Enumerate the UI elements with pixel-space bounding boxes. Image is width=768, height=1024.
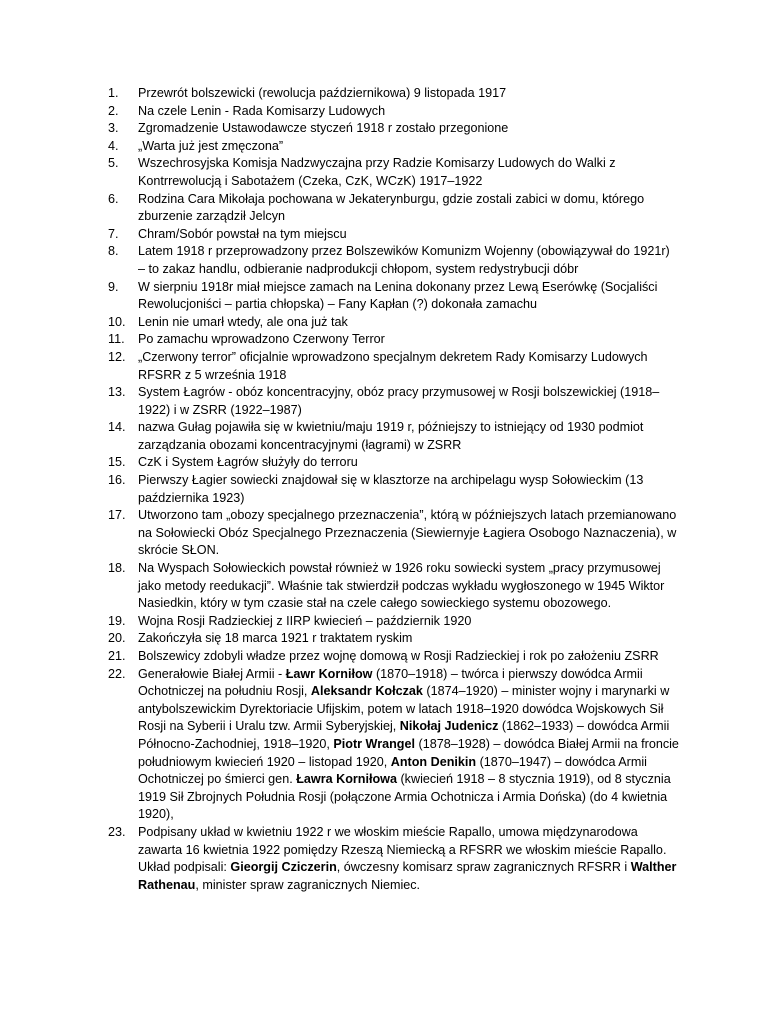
list-item xyxy=(108,120,680,138)
list-item-number: 11. xyxy=(108,332,125,347)
list-item-number: 6. xyxy=(108,191,119,206)
text-run: Lenin nie umarł wtedy, ale ona już tak xyxy=(138,314,348,329)
list-item-number: 7. xyxy=(108,226,119,241)
text-run: (1878–1928) – dowódca Białej Armii na froncie południowym kwiecień 1920 – listopad 1920, xyxy=(138,736,679,769)
list-item-number: 12. xyxy=(108,349,126,364)
text-run: Na czele Lenin - Rada Komisarzy Ludowych xyxy=(138,103,386,118)
list-item-text xyxy=(138,227,347,241)
text-run: Przewrót bolszewicki (rewolucja październikowa) 9 listopada 1917 xyxy=(138,86,507,100)
list-item xyxy=(108,630,680,648)
list-item-text xyxy=(138,315,348,329)
text-run: Po zamachu wprowadzono Czerwony Terror xyxy=(138,332,385,347)
text-run: , minister spraw zagranicznych Niemiec. xyxy=(195,877,421,892)
list-item-number: 22. xyxy=(108,666,126,681)
text-run: Zakończyła się 18 marca 1921 r traktatem ryskim xyxy=(138,631,413,646)
text-run: Chram/Sobór powstał na tym miejscu xyxy=(138,226,347,241)
list-item-number: 8. xyxy=(108,244,119,259)
text-run: Na Wyspach Sołowieckich powstał również w 1926 roku sowiecki system „pracy przymusowej jako metody reedukacji”. Właśnie tak stwierdził podczas wykładu wygłoszonego w 1945 Wiktor Nasiedkin, który w tym czasie stał na czele całego sowieckiego systemu obozowego. xyxy=(138,561,665,611)
list-item-text xyxy=(138,156,616,188)
text-run: Bolszewicy zdobyli władze przez wojnę domową w Rosji Radzieckiej i rok po założeniu ZSRR xyxy=(138,649,659,663)
bold-name: Ławr Korniłow xyxy=(285,666,373,681)
text-run: (1870–1918) – twórca i pierwszy dowódca Armii Ochotniczej na południu Rosji, xyxy=(138,666,643,699)
list-item xyxy=(108,419,680,454)
list-item-number: 5. xyxy=(108,156,119,171)
list-item xyxy=(108,226,680,244)
list-item-text xyxy=(138,420,643,452)
bold-name: Nikołaj Judenicz xyxy=(399,719,499,734)
list-item xyxy=(108,613,680,631)
list-item-text xyxy=(138,350,648,382)
list-item-text xyxy=(138,561,664,610)
list-item-number: 9. xyxy=(108,279,119,294)
list-item-text xyxy=(138,121,508,135)
list-item xyxy=(108,349,680,384)
list-item-text xyxy=(138,614,471,628)
text-run: CzK i System Łagrów służyły do terroru xyxy=(138,455,358,470)
text-run: (kwiecień 1918 – 8 stycznia 1919), od 8 stycznia 1919 Sił Zbrojnych Południa Rosji (połączone Armia Ochotnicza i Armia Dońska) (do 4 kwietnia 1920), xyxy=(138,772,671,822)
text-run: Pierwszy Łagier sowiecki znajdował się w klasztorze na archipelagu wysp Sołowieckim (13 października 1923) xyxy=(138,473,644,505)
bold-name: Walther Rathenau xyxy=(138,860,677,892)
list-item-text xyxy=(138,244,670,276)
list-item-number: 19. xyxy=(108,613,126,628)
bold-name: Piotr Wrangel xyxy=(333,736,415,751)
numbered-list xyxy=(108,85,680,894)
list-item-number: 4. xyxy=(108,138,119,153)
list-item-number: 14. xyxy=(108,420,126,435)
text-run: Latem 1918 r przeprowadzony przez Bolszewików Komunizm Wojenny (obowiązywał do 1921r) – to zakaz handlu, odbieranie nadprodukcji chłopom, system redystrybucji dóbr xyxy=(138,244,670,276)
list-item-text xyxy=(138,332,385,346)
list-item xyxy=(108,824,680,894)
text-run: (1870–1947) – dowódca Armii Ochotniczej po śmierci gen. xyxy=(138,754,647,787)
list-item-number: 1. xyxy=(108,86,119,100)
list-item xyxy=(108,472,680,507)
bold-name: Gieorgij Cziczerin xyxy=(230,860,337,875)
list-item-number: 16. xyxy=(108,473,126,488)
list-item xyxy=(108,314,680,332)
list-item xyxy=(108,384,680,419)
list-item xyxy=(108,243,680,278)
text-run: nazwa Gułag pojawiła się w kwietniu/maju 1919 r, późniejszy to istniejący od 1930 podmiot zarządzania obozami koncentracyjnymi (łagrami) w ZSRR xyxy=(138,420,644,452)
list-item xyxy=(108,155,680,190)
list-item xyxy=(108,666,680,824)
text-run: (1862–1933) – dowódca Armii Północno-Zachodniej, 1918–1920, xyxy=(138,719,670,751)
text-run: , ówczesny komisarz spraw zagranicznych RFSRR i xyxy=(336,860,631,875)
text-run: (1874–1920) – minister wojny i marynarki w antybolszewickim Dyrektoriacie Ufijskim, potem w latach 1918–1920 dowódca Wojskowych Sił Rosji na Syberii i Uralu tzw. Armii Syberyjskiej, xyxy=(138,684,670,734)
list-item xyxy=(108,507,680,560)
text-run: Utworzono tam „obozy specjalnego przeznaczenia”, którą w późniejszych latach przemianowano na Sołowiecki Obóz Specjalnego Przeznaczenia (Siewiernyje Łagiera Osobogo Naznaczenia), w skrócie SŁON. xyxy=(138,508,677,558)
text-run: Rodzina Cara Mikołaja pochowana w Jekaterynburgu, gdzie zostali zabici w domu, którego zburzenie zarządził Jelcyn xyxy=(138,191,645,224)
list-item-text xyxy=(138,667,679,822)
list-item xyxy=(108,331,680,349)
list-item-number: 2. xyxy=(108,103,119,118)
bold-name: Ławra Korniłowa xyxy=(296,772,397,787)
list-item-text xyxy=(138,385,659,417)
list-item-number: 18. xyxy=(108,561,126,576)
list-item-number: 20. xyxy=(108,631,126,646)
bold-name: Aleksandr Kołczak xyxy=(310,684,423,699)
list-item-text xyxy=(138,104,385,118)
list-item-number: 3. xyxy=(108,121,119,136)
list-item xyxy=(108,85,680,103)
list-item-number: 13. xyxy=(108,385,126,400)
list-item-number: 21. xyxy=(108,649,126,663)
text-run: Wojna Rosji Radzieckiej z IIRP kwiecień – październik 1920 xyxy=(138,613,472,628)
list-item-text xyxy=(138,86,506,100)
list-item-text xyxy=(138,192,644,224)
list-item xyxy=(108,191,680,226)
list-item-text xyxy=(138,825,676,892)
list-item xyxy=(108,103,680,121)
list-item xyxy=(108,279,680,314)
list-item-text xyxy=(138,455,358,469)
text-run: „Czerwony terror” oficjalnie wprowadzono specjalnym dekretem Rady Komisarzy Ludowych RFSRR z 5 września 1918 xyxy=(138,349,648,382)
bold-name: Anton Denikin xyxy=(390,754,477,769)
text-run: W sierpniu 1918r miał miejsce zamach na Lenina dokonany przez Lewą Eserówkę (Socjaliści Rewolucjoniści – partia chłopska) – Fany Kapłan (?) dokonała zamachu xyxy=(138,279,658,312)
list-item xyxy=(108,454,680,472)
list-item-text xyxy=(138,280,657,312)
text-run: Podpisany układ w kwietniu 1922 r we włoskim mieście Rapallo, umowa międzynarodowa zawarta 16 kwietnia 1922 pomiędzy Rzeszą Niemiecką a RFSRR we włoskim mieście Rapallo. Układ podpisali: xyxy=(138,824,667,875)
list-item-text xyxy=(138,139,283,153)
list-item-text xyxy=(138,508,676,557)
list-item-number: 17. xyxy=(108,508,126,523)
list-item xyxy=(108,648,680,666)
text-run: „Warta już jest zmęczona” xyxy=(138,138,284,153)
list-item-number: 10. xyxy=(108,314,126,329)
list-item xyxy=(108,560,680,613)
list-item-number: 23. xyxy=(108,824,126,839)
text-run: Generałowie Białej Armii - xyxy=(138,666,286,681)
list-item-number: 15. xyxy=(108,455,126,470)
list-item-text xyxy=(138,649,659,663)
text-run: Wszechrosyjska Komisja Nadzwyczajna przy Radzie Komisarzy Ludowych do Walki z Kontrrewolucją i Sabotażem (Czeka, CzK, WCzK) 1917–1922 xyxy=(138,156,616,188)
list-item xyxy=(108,138,680,156)
list-item-text xyxy=(138,631,412,645)
text-run: System Łagrów - obóz koncentracyjny, obóz pracy przymusowej w Rosji bolszewickiej (1918–1922) i w ZSRR (1922–1987) xyxy=(138,385,660,417)
list-item-text xyxy=(138,473,643,505)
text-run: Zgromadzenie Ustawodawcze styczeń 1918 r zostało przegonione xyxy=(138,121,509,136)
